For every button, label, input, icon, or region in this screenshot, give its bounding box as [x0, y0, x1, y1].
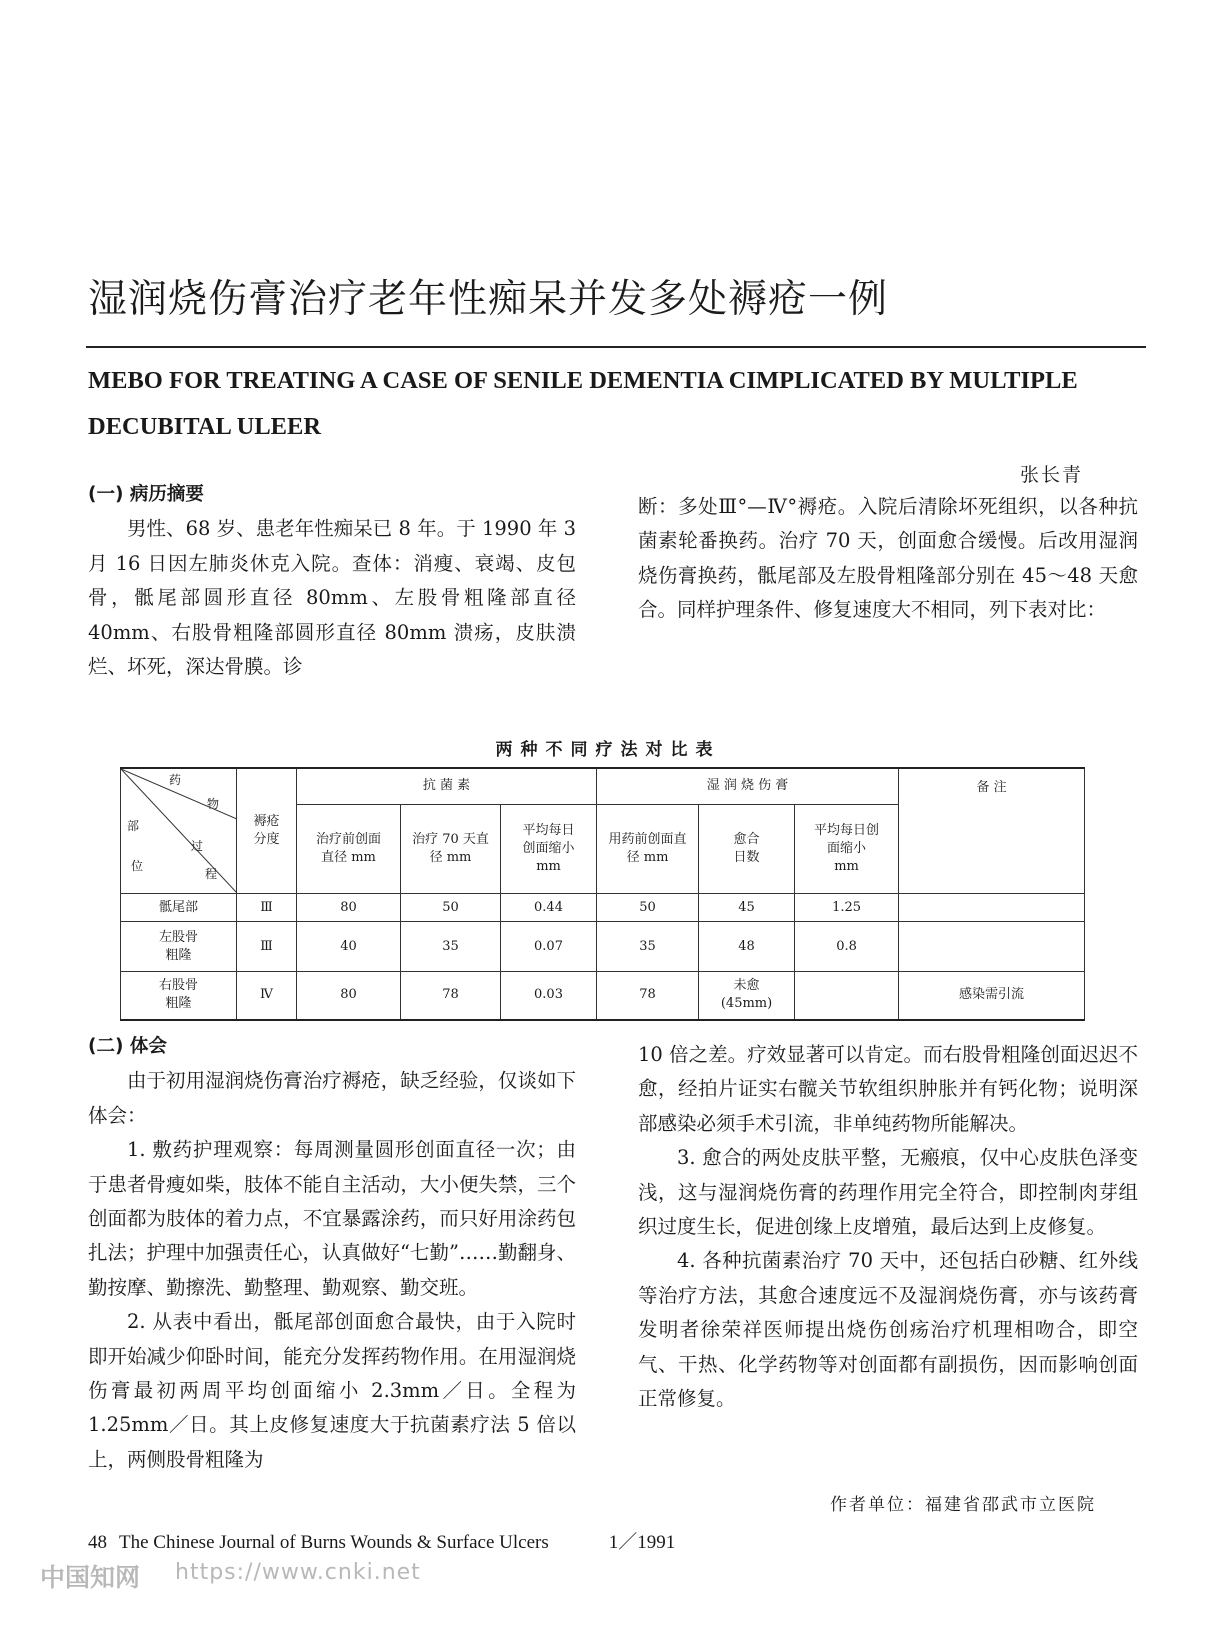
corner-label-drug-a: 药	[169, 773, 182, 787]
cell-grade: Ⅲ	[237, 922, 297, 972]
subheader-mebo-before: 用药前创面直径 mm	[597, 804, 699, 893]
english-title: MEBO FOR TREATING A CASE OF SENILE DEMENTIA CIMPLICATED BY MULTIPLE DECUBITAL ULEER	[88, 367, 1078, 440]
column-left-bottom	[88, 1030, 576, 1477]
table-caption: 两种不同疗法对比表	[495, 740, 721, 760]
column-left-top	[88, 478, 576, 684]
cell-ab-70: 50	[401, 894, 501, 922]
corner-label-process-a: 过	[191, 839, 204, 853]
cell-mebo-daily	[795, 972, 899, 1020]
cell-mebo-days: 未愈 (45mm)	[699, 972, 795, 1020]
experience-point-1: 1. 敷药护理观察：每周测量圆形创面直径一次；由于患者骨瘦如柴，肢体不能自主活动，大小便失禁，三个创面都为肢体的着力点，不宜暴露涂药，而只好用涂药包扎法；护理中加强责任心，认真做好“七勤”……勤翻身、勤按摩、勤擦洗、勤整理、勤观察、勤交班。	[88, 1138, 576, 1299]
experience-point-4: 4. 各种抗菌素治疗 70 天中，还包括白砂糖、红外线等治疗方法，其愈合速度远不及湿润烧伤膏，亦与该药膏发明者徐荣祥医师提出烧伤创疡治疗机理相吻合，即空气、干热、化学药物等对创面都有副损伤，因而影响创面正常修复。	[638, 1249, 1138, 1411]
corner-label-drug-b: 物	[207, 797, 220, 811]
header-remarks: 备 注	[899, 768, 1085, 894]
cell-ab-70: 35	[401, 922, 501, 972]
header-group-antibiotic: 抗 菌 素	[297, 768, 597, 804]
cell-mebo-before: 78	[597, 972, 699, 1020]
cell-mebo-daily: 0.8	[795, 922, 899, 972]
header-grade: 褥疮分度	[237, 768, 297, 894]
subheader-mebo-daily: 平均每日创面缩小 mm	[795, 804, 899, 893]
diagnosis-text: 断：多处Ⅲ°—Ⅳ°褥疮。入院后清除坏死组织，以各种抗菌素轮番换药。治疗 70 天，创面愈合缓慢。后改用湿润烧伤膏换药，骶尾部及左股骨粗隆部分别在 45～48 天愈合。同样护理条件、修复速度大不相同，列下表对比：	[638, 495, 1138, 622]
header-group-mebo: 湿 润 烧 伤 膏	[597, 768, 899, 804]
cell-grade: Ⅳ	[237, 972, 297, 1020]
subheader-ab-70days: 治疗 70 天直径 mm	[401, 804, 501, 893]
cell-ab-daily: 0.07	[501, 922, 597, 972]
experience-point-3: 3. 愈合的两处皮肤平整，无瘢痕，仅中心皮肤色泽变浅，这与湿润烧伤膏的药理作用完全符合，即控制肉芽组织过度生长，促进创缘上皮增殖，最后达到上皮修复。	[638, 1146, 1138, 1239]
section-heading-experience: (二) 体会	[88, 1036, 167, 1057]
corner-label-part-a: 部	[127, 819, 140, 833]
cell-remark: 感染需引流	[899, 972, 1085, 1020]
table-row	[121, 922, 1085, 972]
experience-intro: 由于初用湿润烧伤膏治疗褥疮，缺乏经验，仅谈如下体会：	[88, 1069, 576, 1127]
subheader-mebo-days: 愈合日数	[699, 804, 795, 893]
author: 张长青	[1020, 464, 1084, 486]
column-right-top	[638, 490, 1138, 628]
cell-ab-before: 40	[297, 922, 401, 972]
cell-site: 骶尾部	[121, 894, 237, 922]
cnki-watermark-url: https://www.cnki.net	[175, 1560, 421, 1585]
journal-issue: 1／1991	[608, 1532, 676, 1553]
cell-mebo-before: 35	[597, 922, 699, 972]
cell-mebo-days: 45	[699, 894, 795, 922]
cell-ab-70: 78	[401, 972, 501, 1020]
cell-ab-before: 80	[297, 894, 401, 922]
experience-point-2-continued: 10 倍之差。疗效显著可以肯定。而右股骨粗隆创面迟迟不愈，经拍片证实右髋关节软组织肿胀并有钙化物；说明深部感染必须手术引流，非单纯药物所能解决。	[638, 1043, 1138, 1135]
subheader-ab-before: 治疗前创面直径 mm	[297, 804, 401, 893]
corner-label-process-b: 程	[205, 867, 218, 881]
cell-remark	[899, 922, 1085, 972]
journal-name: The Chinese Journal of Burns Wounds & Surface Ulcers	[119, 1532, 549, 1553]
page-footer	[88, 1527, 675, 1554]
column-right-bottom	[638, 1038, 1138, 1416]
section-heading-case-summary: (一) 病历摘要	[88, 484, 204, 505]
author-affiliation: 作者单位：福建省邵武市立医院	[830, 1495, 1096, 1515]
cell-mebo-days: 48	[699, 922, 795, 972]
subheader-ab-daily: 平均每日创面缩小 mm	[501, 804, 597, 893]
cell-site: 左股骨粗隆	[121, 922, 237, 972]
cell-ab-daily: 0.03	[501, 972, 597, 1020]
title-rule	[86, 346, 1146, 348]
cell-mebo-daily: 1.25	[795, 894, 899, 922]
cnki-watermark-logo: 中国知网	[40, 1563, 141, 1592]
page-title: 湿润烧伤膏治疗老年性痴呆并发多处褥疮一例	[88, 277, 889, 322]
corner-label-part-b: 位	[131, 859, 144, 873]
experience-point-2: 2. 从表中看出，骶尾部创面愈合最快，由于入院时即开始减少仰卧时间，能充分发挥药物作用。在用湿润烧伤膏最初两周平均创面缩小 2.3mm／日。全程为 1.25mm／日。其上皮修复速度大于抗菌素疗法 5 倍以上，两侧股骨粗隆为	[88, 1310, 576, 1471]
case-summary-text: 男性、68 岁、患老年性痴呆已 8 年。于 1990 年 3 月 16 日因左肺炎休克入院。查体：消瘦、衰竭、皮包骨，骶尾部圆形直径 80mm、左股骨粗隆部直径 40mm、右股骨粗隆部圆形直径 80mm 溃疡，皮肤溃烂、坏死，深达骨膜。诊	[88, 517, 576, 679]
cell-ab-daily: 0.44	[501, 894, 597, 922]
table-corner-cell	[121, 768, 237, 894]
cell-site: 右股骨粗隆	[121, 972, 237, 1020]
cell-remark	[899, 894, 1085, 922]
cell-mebo-before: 50	[597, 894, 699, 922]
page-number: 48	[88, 1532, 107, 1553]
table-row	[121, 972, 1085, 1020]
cell-ab-before: 80	[297, 972, 401, 1020]
comparison-table	[120, 767, 1085, 1021]
table-row	[121, 894, 1085, 922]
cell-grade: Ⅲ	[237, 894, 297, 922]
